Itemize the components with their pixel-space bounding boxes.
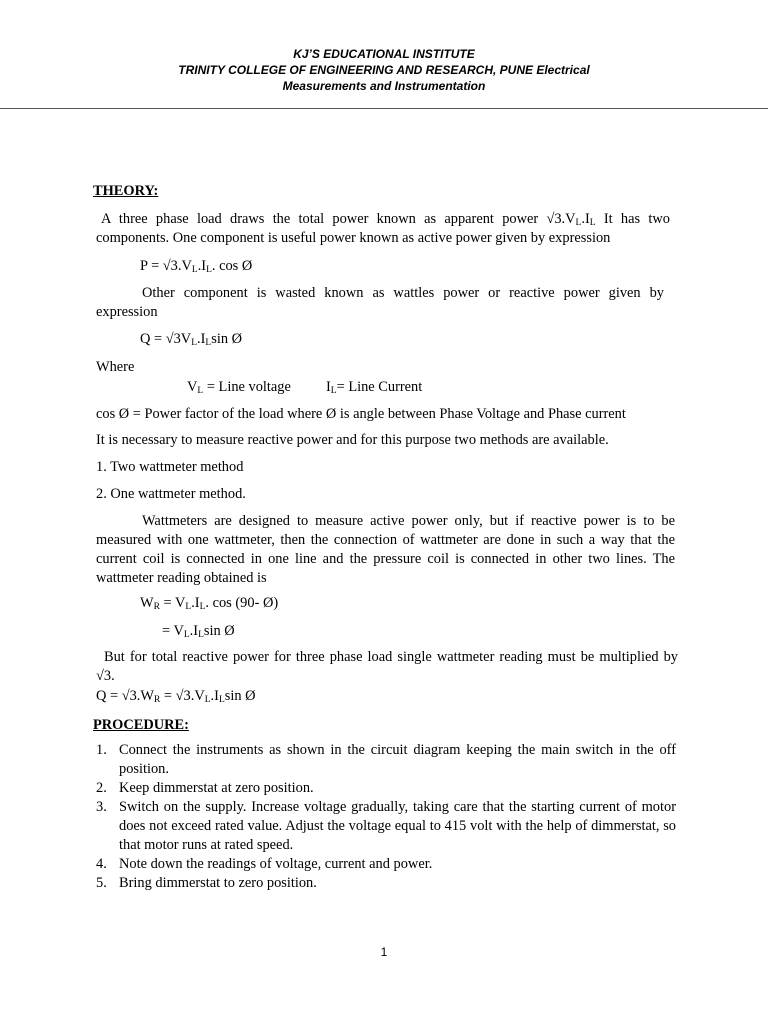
list-item [96,874,676,893]
methods-intro: It is necessary to measure reactive power and for this purpose two methods are available. [96,432,609,448]
wattmeter-reading-equation: $W_R = V_L.I_L$. cos (90- Ø) [140,595,279,612]
theory-intro-paragraph: A three phase load draws the total power known as apparent power $√3.V_L.I_L$ It has two components. One component is useful power known as active power given by expression [96,211,670,246]
method-one-wattmeter: 2. One wattmeter method. [96,486,246,502]
header-institute: KJ’S EDUCATIONAL INSTITUTE [293,47,475,61]
header-divider [0,108,768,109]
header-college: TRINITY COLLEGE OF ENGINEERING AND RESEARCH, PUNE Electrical [178,63,590,77]
power-factor-definition: cos Ø = Power factor of the load where Ø is angle between Phase Voltage and Phase current [96,406,626,422]
step-text: Connect the instruments as shown in the circuit diagram keeping the main switch in the off position. [119,742,676,777]
page-header [0,46,768,94]
line-current-definition: $I_L=$ Line Current [326,379,423,396]
step-text: Bring dimmerstat to zero position. [119,875,317,891]
header-subject: Measurements and Instrumentation [282,79,486,93]
reactive-power-paragraph: Other component is wasted known as wattles power or reactive power given by expression [96,285,664,320]
list-item [96,779,676,798]
wattmeter-paragraph: Wattmeters are designed to measure active power only, but if reactive power is to be measured with one wattmeter, then the connection of wattmeter are done in such a way that the current coil is connected in one line and the pressure coil is connected in other two lines. The wattmeter reading obtained is [96,513,675,586]
line-voltage-definition: $V_L$ = Line voltage [187,379,291,396]
list-item [96,855,676,874]
reactive-power-equation: $Q = √3V_L.I_L\sin$ Ø [140,331,243,348]
page-number: 1 [380,945,388,959]
total-reactive-power-paragraph: But for total reactive power for three phase load single wattmeter reading must be multiplied by √3. [96,649,678,684]
step-number: 5. [96,875,107,891]
active-power-equation: $P = √3.V_L.I_L$. cos Ø [140,258,253,275]
step-text: Switch on the supply. Increase voltage gradually, taking care that the starting current of motor does not exceed rated value. Adjust the voltage equal to 415 volt with the help of dimmerstat, so that motor runs at rated speed. [119,799,676,853]
list-item [96,741,676,779]
total-reactive-power-equation: $Q = √3.W_R = √3.V_L.I_L\sin$ Ø [96,688,256,705]
procedure-heading: PROCEDURE: [93,717,189,733]
wattmeter-reading-simplified: = $V_L.I_L\sin$ Ø [162,623,235,640]
step-text: Keep dimmerstat at zero position. [119,780,314,796]
procedure-steps [96,741,676,893]
where-label: Where [96,359,135,375]
list-item [96,798,676,855]
step-number: 1. [96,742,107,758]
theory-heading: THEORY: [93,183,159,199]
method-two-wattmeter: 1. Two wattmeter method [96,459,244,475]
step-text: Note down the readings of voltage, current and power. [119,856,433,872]
step-number: 2. [96,780,107,796]
step-number: 3. [96,799,107,815]
step-number: 4. [96,856,107,872]
